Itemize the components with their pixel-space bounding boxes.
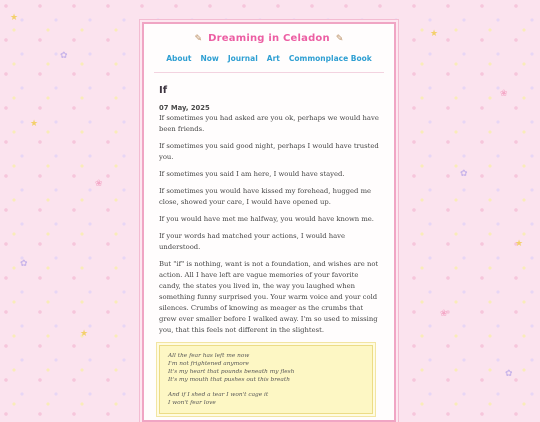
poem-line: It's my mouth that pushes out this breath <box>168 377 290 383</box>
background-star-icon: ❀ <box>500 89 508 99</box>
scroll-icon: ✎ <box>194 33 203 44</box>
post-paragraph: If you would have met me halfway, you would have known me. <box>159 215 374 223</box>
blog-card <box>142 22 396 422</box>
post-paragraph: If sometimes you said I am here, I would have stayed. <box>159 170 345 178</box>
post-date: 07 May, 2025 <box>159 104 210 112</box>
background-star-icon: ★ <box>10 13 19 23</box>
site-header <box>144 24 394 73</box>
post-paragraph: If sometimes you had asked are you ok, perhaps we would have been friends. <box>159 114 379 133</box>
poem-line: I won't fear love <box>168 400 216 406</box>
poem-quote-box <box>159 345 373 414</box>
background-star-icon: ✿ <box>505 369 513 379</box>
site-title-row <box>144 33 394 44</box>
post-paragraph: If sometimes you would have kissed my forehead, hugged me close, showed your care, I would have opened up. <box>159 187 372 206</box>
poem-line: It's my heart that pounds beneath my flesh <box>168 369 295 375</box>
header-divider <box>154 72 384 73</box>
background-star-icon: ✿ <box>460 169 468 179</box>
poem-line: I'm not frightened anymore <box>168 361 249 367</box>
background-star-icon: ❀ <box>95 179 103 189</box>
nav-item-art[interactable]: Art <box>266 54 280 63</box>
background-star-icon: ★ <box>80 329 89 339</box>
background-star-icon: ✿ <box>20 259 28 269</box>
nav-item-about[interactable]: About <box>166 54 192 63</box>
background-star-icon: ✿ <box>60 51 68 61</box>
nav-item-journal[interactable]: Journal <box>227 54 258 63</box>
site-title[interactable]: Dreaming in Celadon <box>208 33 330 44</box>
scroll-icon: ✎ <box>335 33 344 44</box>
background-star-icon: ★ <box>430 29 439 39</box>
post-paragraph: But "if" is nothing, want is not a foundation, and wishes are not action. All I have left are vague memories of your favorite candy, the states you lived in, the way you laughed when something funny surprised you. Your warm voice and your cold silences. Crumbs of knowing as meager as the crumbs that grew ever smaller before I walked away. I'm so used to missing you, that this feels not different in the slightest. <box>159 260 379 334</box>
poem-line: All the fear has left me now <box>168 353 250 359</box>
post-content <box>144 85 381 414</box>
nav-item-now[interactable]: Now <box>200 54 219 63</box>
post-paragraph: If your words had matched your actions, I would have understood. <box>159 232 345 251</box>
background-star-icon: ❀ <box>440 309 448 319</box>
background-star-icon: ★ <box>30 119 39 129</box>
nav-item-commonplace-book[interactable]: Commonplace Book <box>288 54 372 63</box>
post-paragraph: If sometimes you said good night, perhaps I would have trusted you. <box>159 142 379 161</box>
poem-stanza-gap <box>168 384 364 391</box>
post-title: If <box>159 85 168 96</box>
poem-line: And if I shed a tear I won't cage it <box>168 392 269 398</box>
background-star-icon: ★ <box>515 239 524 249</box>
main-nav <box>144 54 394 63</box>
